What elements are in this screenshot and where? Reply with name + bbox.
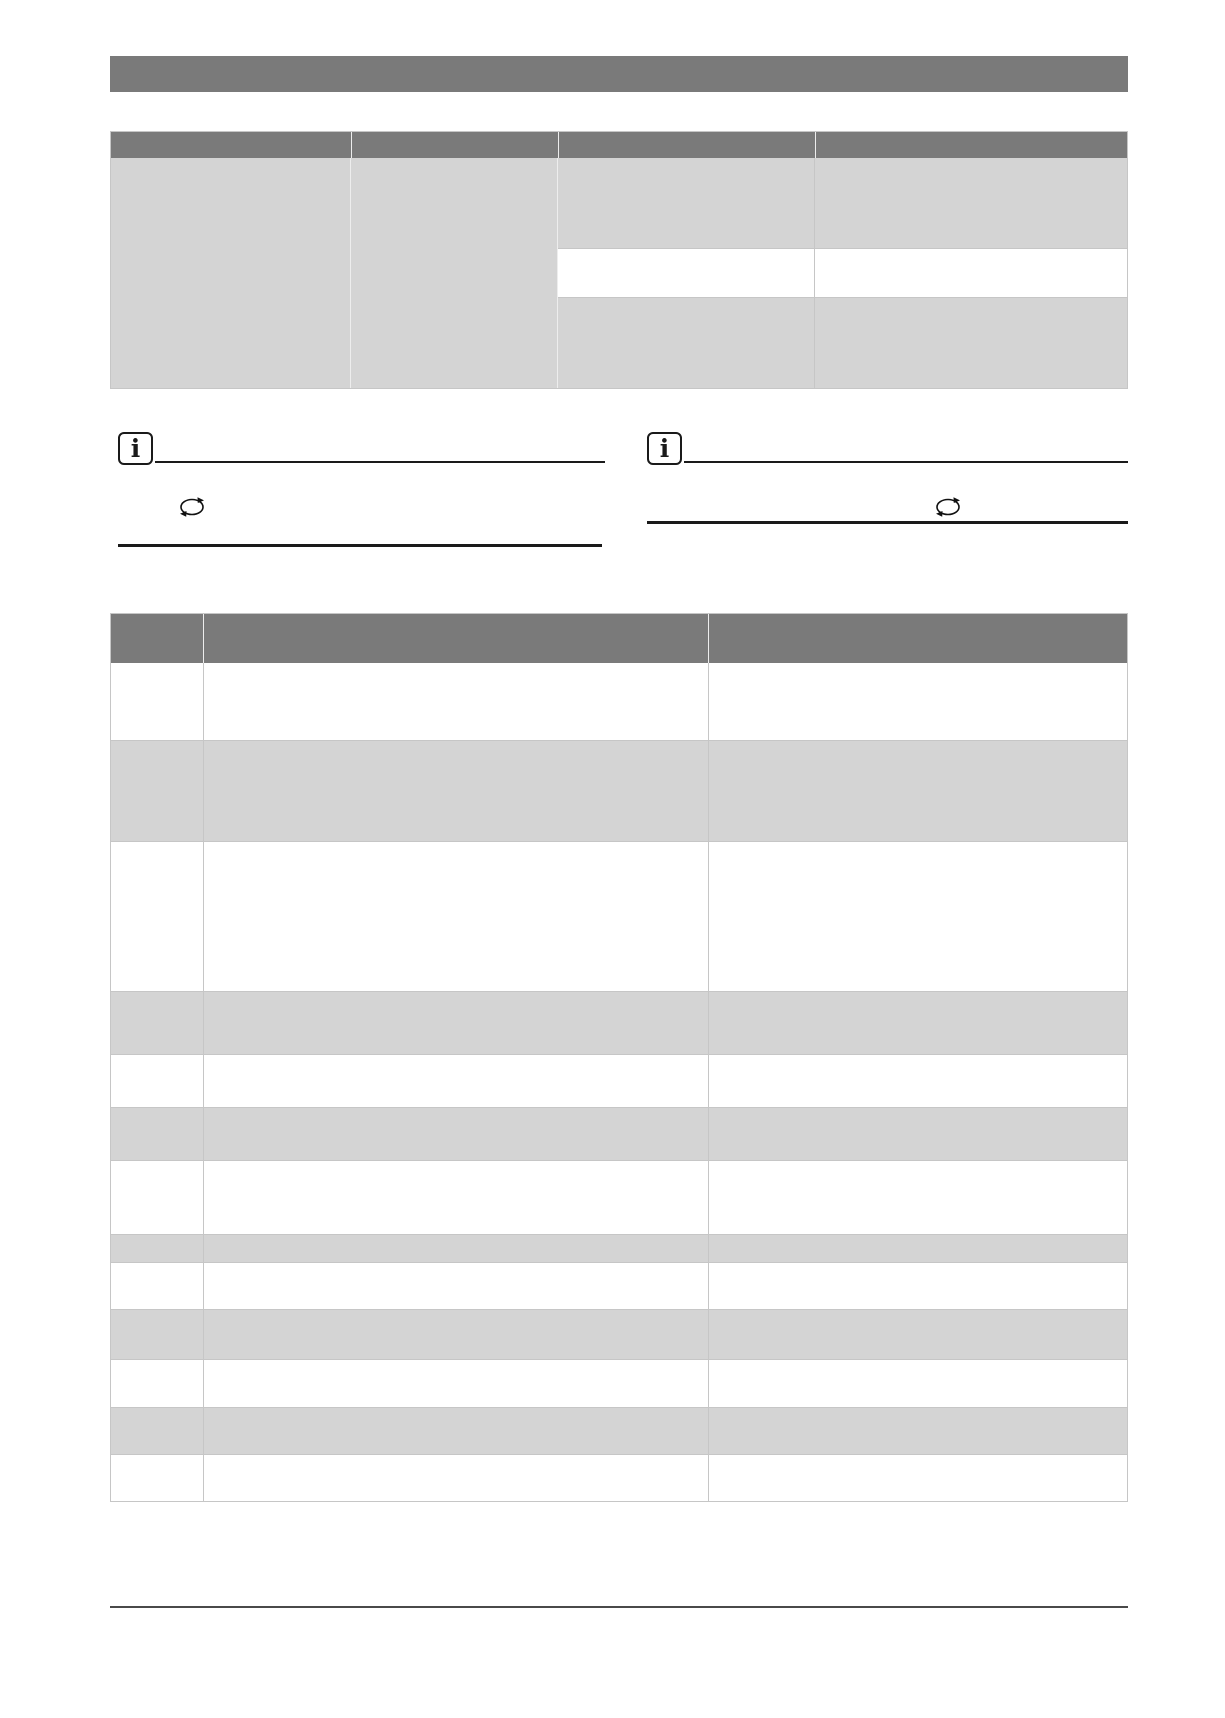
spec-table-body [111,158,1127,388]
table-cell [204,1454,709,1501]
table-cell [111,1454,204,1501]
table-cell [559,132,816,158]
table-cell [709,663,1127,740]
table-cell [709,1454,1127,1501]
info-icon [118,432,153,465]
table-cell [709,1234,1127,1262]
table-cell [111,991,204,1054]
cycle-arrows-icon [934,496,962,518]
table-row [111,991,1127,1054]
table-cell [111,1160,204,1234]
table-row [111,1160,1127,1234]
parameter-table-body [111,663,1127,1501]
table-cell [709,841,1127,991]
note-bottom-rule [647,521,1128,524]
table-cell [111,1407,204,1454]
info-icon [647,432,682,465]
table-row [111,1359,1127,1407]
table-cell [204,740,709,841]
table-cell [204,1309,709,1359]
table-row [111,614,1127,663]
table-cell [709,1309,1127,1359]
table-cell [111,1107,204,1160]
table-cell [111,1054,204,1107]
table-cell [558,158,815,248]
table-cell [558,248,815,297]
table-row [558,297,1127,388]
spec-table-right-rows [558,158,1127,388]
table-row [111,1054,1127,1107]
table-cell-merged [111,158,351,388]
table-cell [709,1407,1127,1454]
spec-table [110,131,1128,389]
table-cell [204,614,709,663]
table-row [111,132,1127,158]
table-cell [204,1160,709,1234]
footer-rule [110,1606,1128,1608]
parameter-table-header [111,614,1127,663]
table-cell [815,158,1127,248]
table-cell [709,1262,1127,1309]
table-cell [709,1160,1127,1234]
table-cell [111,663,204,740]
table-cell [709,740,1127,841]
table-cell [204,1054,709,1107]
table-cell [709,1107,1127,1160]
table-row [558,248,1127,297]
table-cell [204,1234,709,1262]
table-row [111,1454,1127,1501]
table-cell [204,991,709,1054]
table-row [111,1309,1127,1359]
table-row [558,158,1127,248]
table-cell [111,1234,204,1262]
table-cell [558,297,815,388]
table-cell [709,614,1127,663]
table-row [111,1107,1127,1160]
table-cell [816,132,1127,158]
table-cell [815,248,1127,297]
table-cell [204,663,709,740]
table-cell [709,991,1127,1054]
table-cell [204,841,709,991]
note-bottom-rule [118,544,602,547]
table-cell [111,841,204,991]
table-cell-merged [351,158,558,388]
table-cell [815,297,1127,388]
parameter-table [110,613,1128,1502]
table-cell [204,1107,709,1160]
table-cell [204,1407,709,1454]
table-row [111,1262,1127,1309]
info-icon-glyph: i [659,434,670,463]
cycle-arrows-icon [178,496,206,518]
table-cell [111,132,352,158]
table-cell [204,1359,709,1407]
table-cell [111,740,204,841]
table-cell [709,1359,1127,1407]
table-cell [352,132,560,158]
table-cell [111,1359,204,1407]
table-cell [204,1262,709,1309]
note-top-rule [684,461,1128,463]
note-top-rule [155,461,605,463]
page-title-banner [110,56,1128,92]
table-row [111,740,1127,841]
table-row [111,663,1127,740]
table-row [111,1234,1127,1262]
table-cell [111,614,204,663]
table-row [111,1407,1127,1454]
table-cell [111,1262,204,1309]
info-icon-glyph: i [130,434,141,463]
spec-table-header [111,132,1127,158]
table-row [111,841,1127,991]
table-cell [709,1054,1127,1107]
table-cell [111,1309,204,1359]
